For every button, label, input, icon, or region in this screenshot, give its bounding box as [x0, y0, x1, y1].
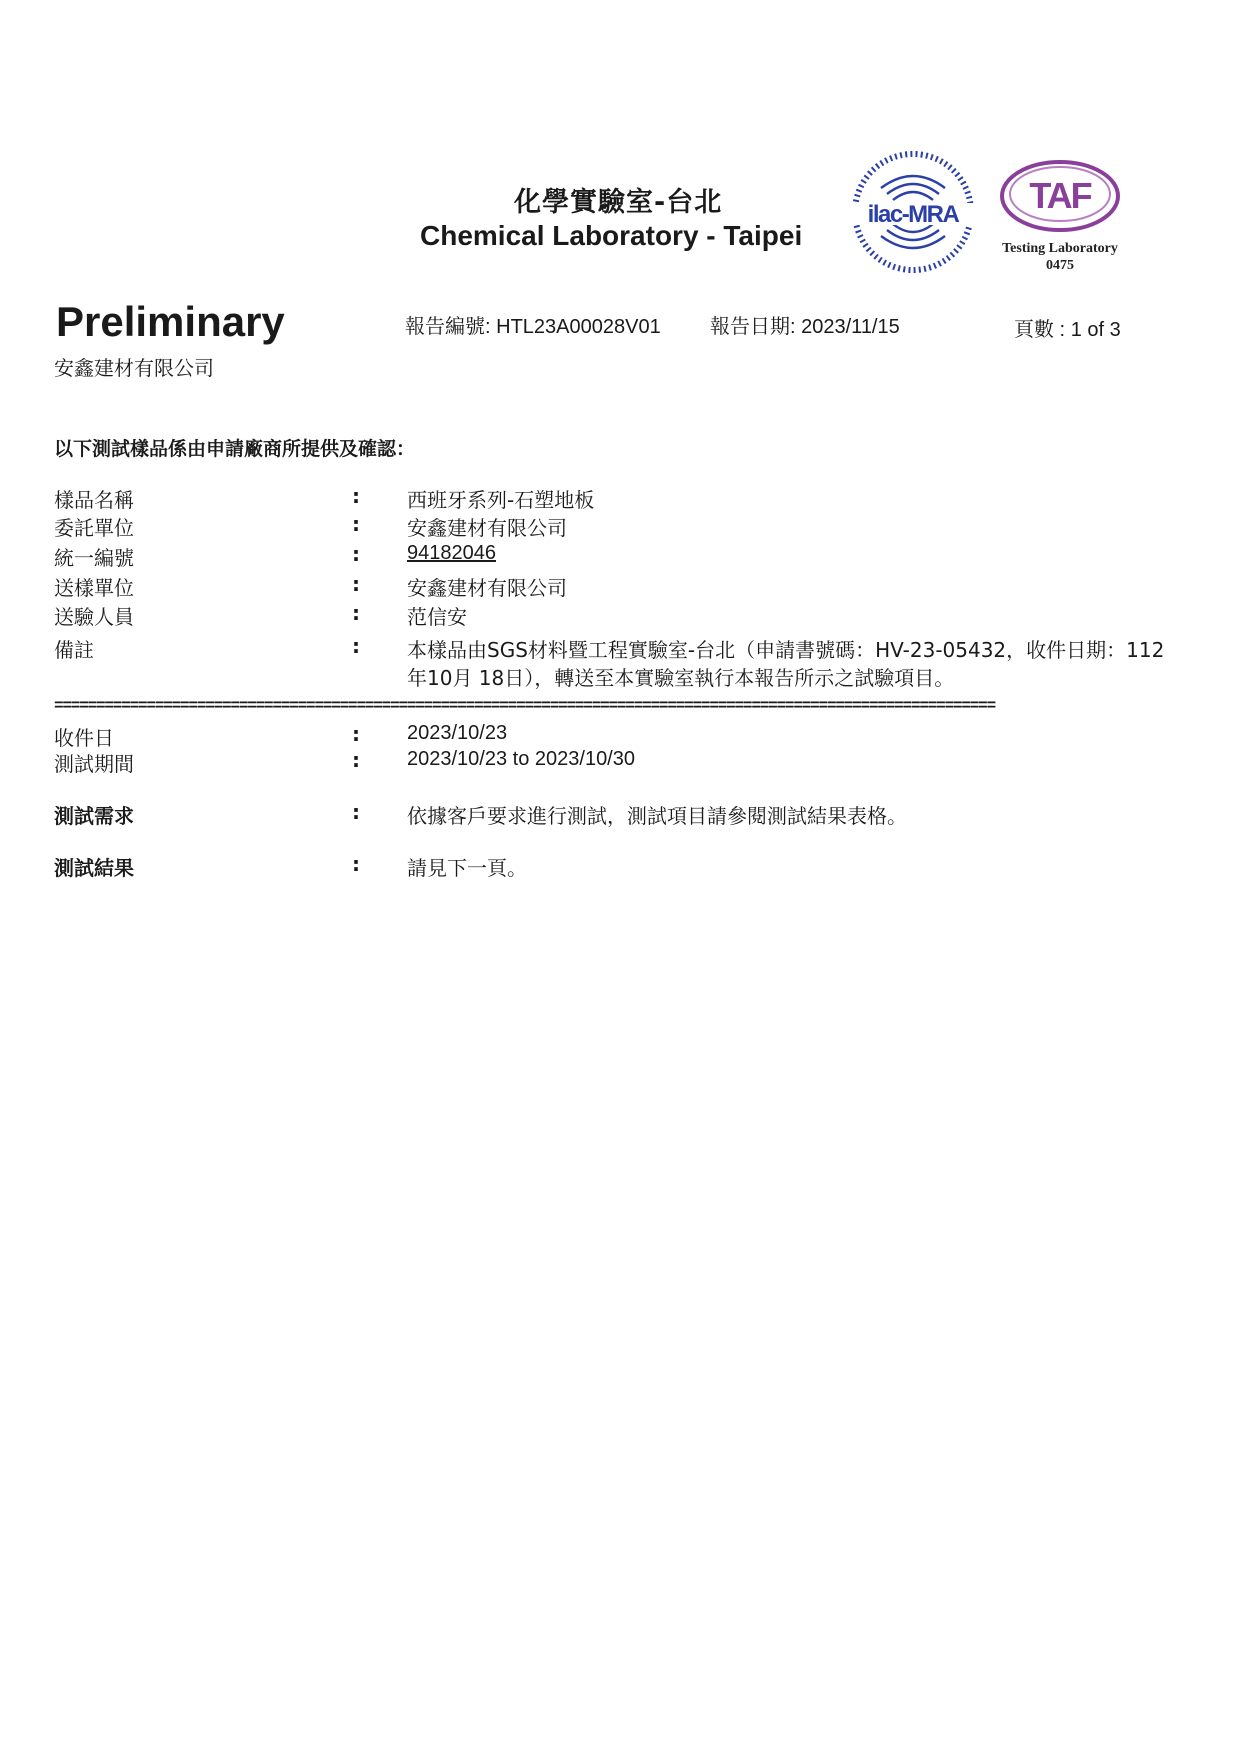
submitted-by-value: 范信安	[407, 605, 467, 629]
taf-caption-line1: Testing Laboratory	[1002, 241, 1118, 256]
field-colon: :	[352, 572, 360, 596]
received-date-value: 2023/10/23	[407, 722, 508, 744]
field-colon: :	[352, 852, 360, 876]
field-colon: :	[352, 542, 360, 566]
received-date-label: 收件日	[54, 726, 114, 750]
field-colon: :	[352, 800, 360, 824]
page-count-label: 頁數 :	[1014, 319, 1066, 341]
ilac-mra-logo	[851, 150, 975, 274]
test-period-value: 2023/10/23 to 2023/10/30	[407, 748, 635, 770]
test-result-label: 測試結果	[54, 856, 134, 880]
field-colon: :	[352, 601, 360, 625]
lab-name-english: Chemical Laboratory - Taipei	[420, 220, 803, 251]
report-date	[710, 310, 900, 339]
submitter-value: 安鑫建材有限公司	[407, 576, 567, 600]
report-number	[405, 310, 661, 339]
field-colon: :	[352, 748, 360, 772]
field-colon: :	[352, 634, 360, 658]
field-colon: :	[352, 722, 360, 746]
lab-name-chinese: 化學實驗室-台北	[514, 187, 723, 218]
remark-value	[407, 636, 1197, 692]
report-status: Preliminary	[56, 298, 285, 345]
page-count	[1014, 313, 1121, 342]
remark-line-2: 年10月 18日），轉送至本實驗室執行本報告所示之試驗項目。	[407, 666, 955, 690]
intro-statement: 以下測試樣品係由申請廠商所提供及確認：	[54, 438, 416, 460]
applicant-label: 委託單位	[54, 516, 134, 540]
sample-name-label: 樣品名稱	[54, 488, 134, 512]
test-result-value: 請見下一頁。	[407, 856, 527, 880]
ilac-logo-text: ilac-MRA	[867, 201, 959, 228]
test-request-value: 依據客戶要求進行測試，測試項目請參閱測試結果表格。	[407, 804, 907, 828]
report-number-value: HTL23A00028V01	[496, 316, 661, 338]
test-period-label: 測試期間	[54, 752, 134, 776]
tax-id-label: 統一編號	[54, 546, 134, 570]
taf-caption-line2: 0475	[1046, 258, 1074, 273]
client-name: 安鑫建材有限公司	[54, 356, 214, 380]
field-colon: :	[352, 484, 360, 508]
remark-line-1: 本樣品由SGS材料暨工程實驗室-台北（申請書號碼：HV-23-05432，收件日期：112	[407, 638, 1165, 662]
tax-id-value[interactable]: 94182046	[407, 542, 496, 564]
submitted-by-label: 送驗人員	[54, 605, 134, 629]
page-count-value: 1 of 3	[1070, 319, 1121, 341]
sample-name-value: 西班牙系列-石塑地板	[407, 488, 595, 512]
report-date-value: 2023/11/15	[801, 316, 900, 338]
submitter-label: 送樣單位	[54, 576, 134, 600]
test-request-label: 測試需求	[54, 804, 134, 828]
applicant-value: 安鑫建材有限公司	[407, 516, 567, 540]
field-colon: :	[352, 512, 360, 536]
taf-logo-text: TAF	[1029, 175, 1091, 216]
report-number-label: 報告編號:	[405, 316, 491, 338]
separator-line: ================================================================================================================	[54, 697, 995, 715]
remark-label: 備註	[54, 638, 94, 662]
report-date-label: 報告日期:	[710, 316, 796, 338]
